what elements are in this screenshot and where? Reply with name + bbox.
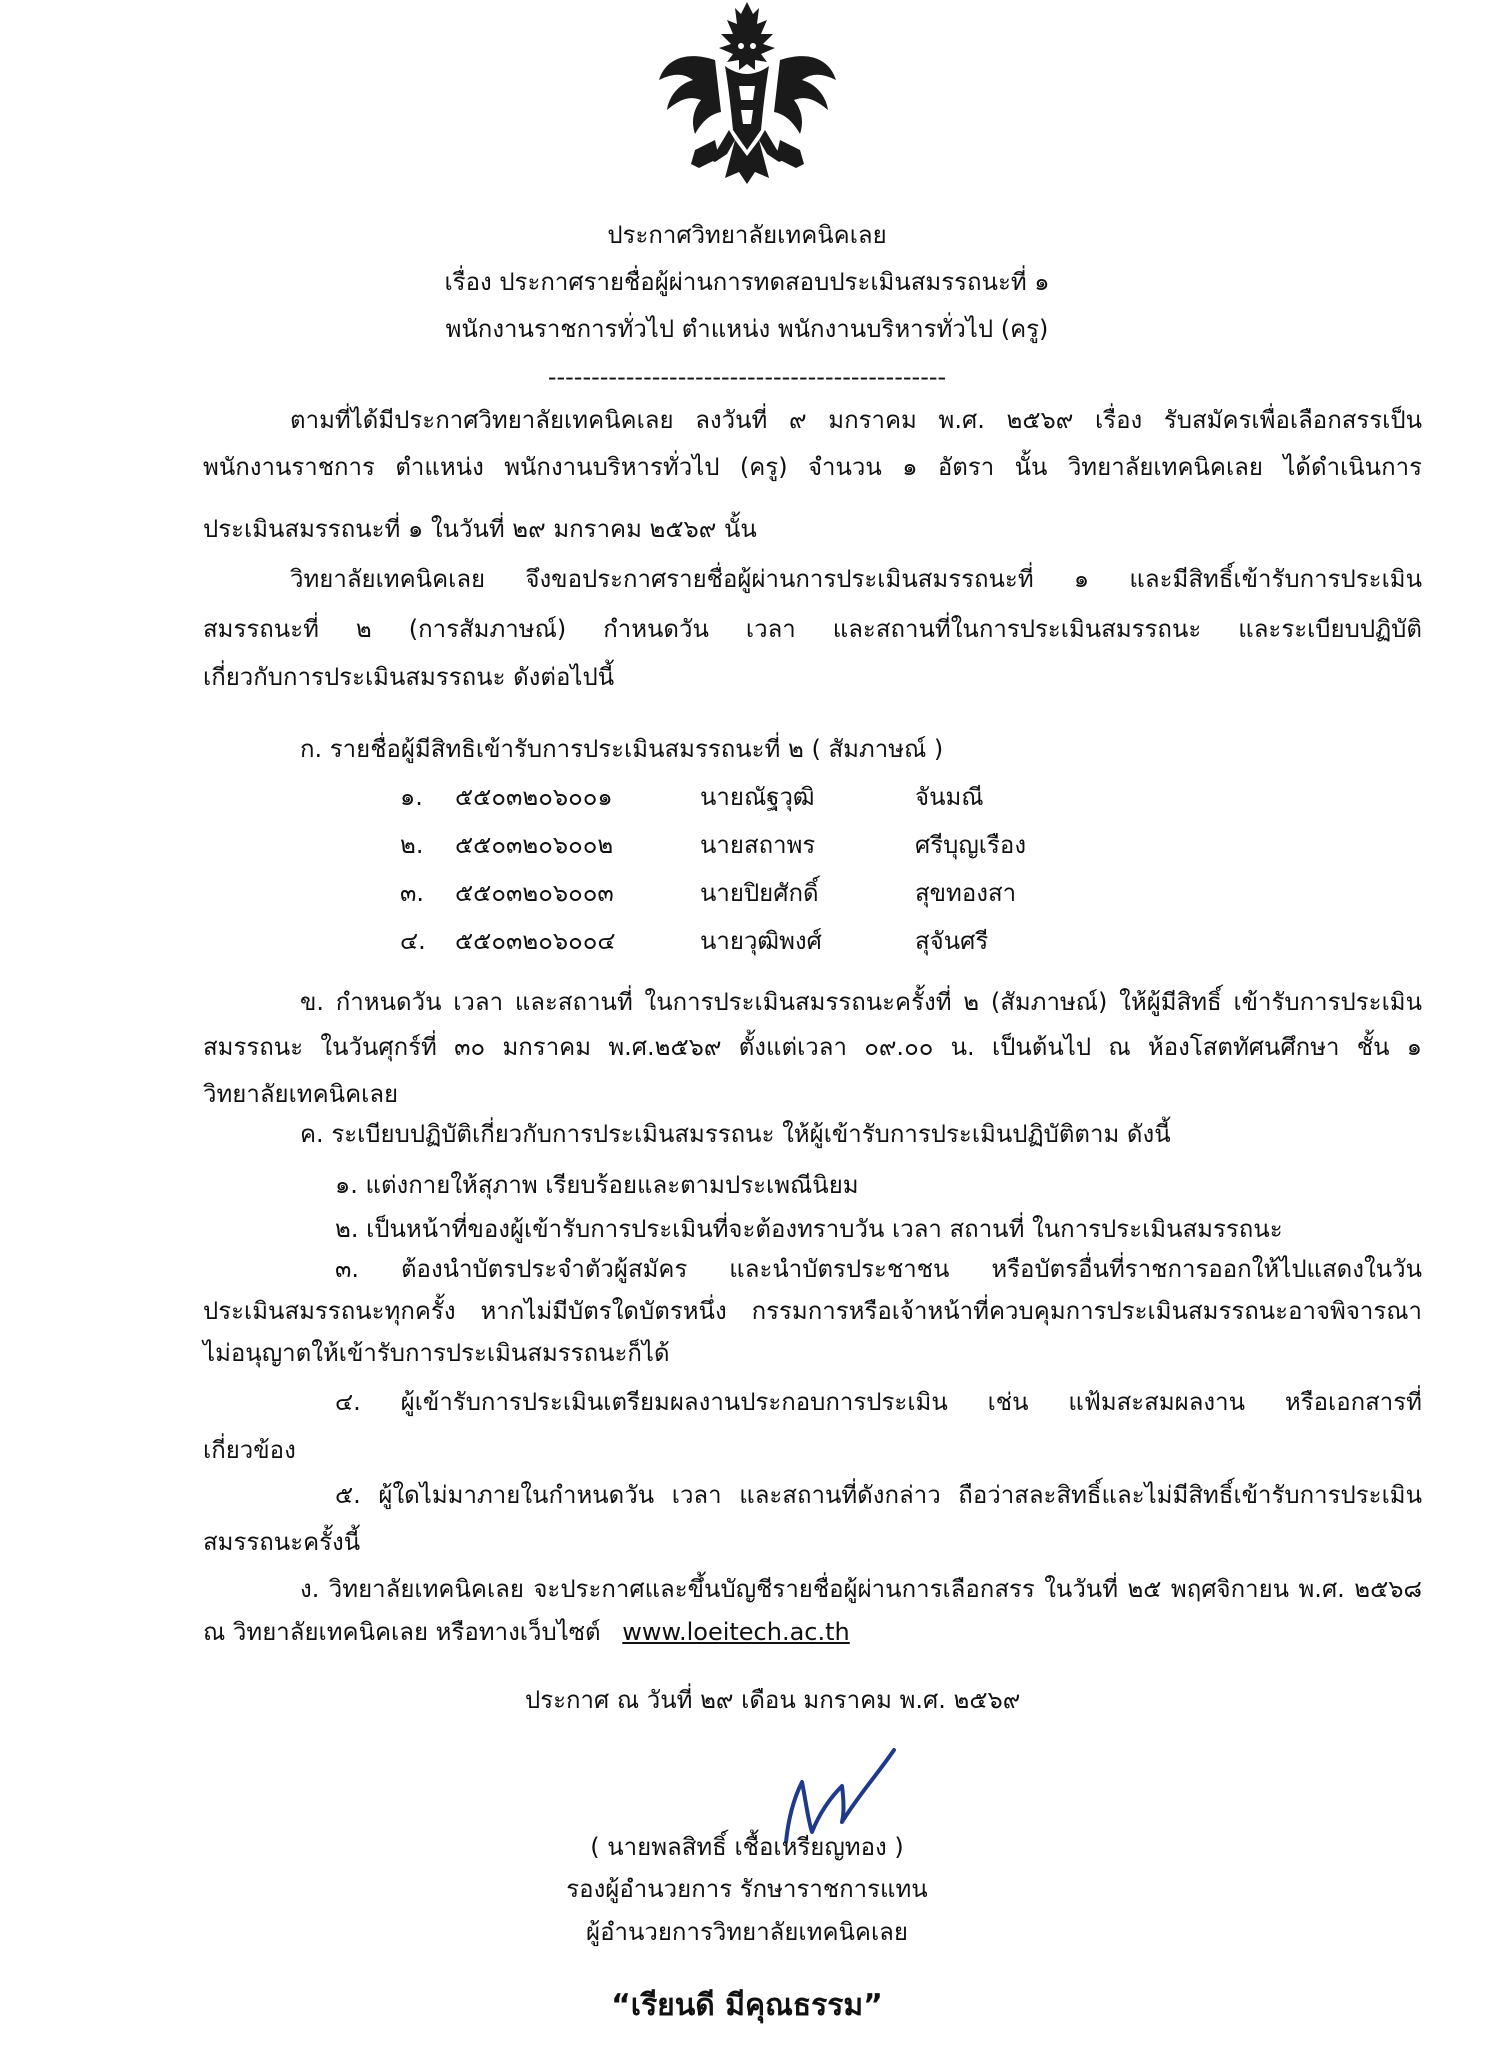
- rule-3-line-2: ประเมินสมรรถนะทุกครั้ง หากไม่มีบัตรใดบัตรหนึ่ง กรรมการหรือเจ้าหน้าที่ควบคุมการประเมินสมรรถนะอาจพิจารณา: [203, 1297, 1422, 1325]
- website-link[interactable]: www.loeitech.ac.th: [622, 1618, 850, 1646]
- candidate-id: ๕๕๐๓๒๐๖๐๐๔: [455, 927, 616, 955]
- header-divider: ----------------------------------------------: [547, 363, 947, 391]
- rule-3-line-1: ๓. ต้องนำบัตรประจำตัวผู้สมัคร และนำบัตรประชาชน หรือบัตรอื่นที่ราชการออกให้ไปแสดงในวัน: [335, 1255, 1422, 1283]
- candidate-last-name: ศรีบุญเรือง: [915, 831, 1027, 859]
- rule-5-line-2: สมรรถนะครั้งนี้: [203, 1528, 361, 1556]
- announce-line-1: วิทยาลัยเทคนิคเลย จึงขอประกาศรายชื่อผู้ผ่านการประเมินสมรรถนะที่ ๑ และมีสิทธิ์เข้ารับการประเมิน: [290, 565, 1422, 593]
- intro-line-3: ประเมินสมรรถนะที่ ๑ ในวันที่ ๒๙ มกราคม ๒๕๖๙ นั้น: [203, 515, 757, 543]
- intro-line-1: ตามที่ได้มีประกาศวิทยาลัยเทคนิคเลย ลงวันที่ ๙ มกราคม พ.ศ. ๒๕๖๙ เรื่อง รับสมัครเพื่อเลือกสรรเป็น: [290, 406, 1422, 434]
- section-b-line-2: สมรรถนะ ในวันศุกร์ที่ ๓๐ มกราคม พ.ศ.๒๕๖๙ ตั้งแต่เวลา ๐๙.๐๐ น. เป็นต้นไป ณ ห้องโสตทัศนศึกษา ชั้น ๑: [203, 1033, 1422, 1061]
- candidate-first-name: นายวุฒิพงศ์: [700, 927, 822, 955]
- header-org: ประกาศวิทยาลัยเทคนิคเลย: [607, 221, 887, 249]
- section-d-line-1: ง. วิทยาลัยเทคนิคเลย จะประกาศและขึ้นบัญชีรายชื่อผู้ผ่านการเลือกสรร ในวันที่ ๒๕ พฤศจิกายน พ.ศ. ๒๕๖๘: [300, 1575, 1422, 1603]
- rule-3-line-3: ไม่อนุญาตให้เข้ารับการประเมินสมรรถนะก็ได้: [203, 1339, 670, 1367]
- rule-4-line-2: เกี่ยวข้อง: [203, 1436, 296, 1464]
- candidate-first-name: นายณัฐวุฒิ: [700, 783, 815, 811]
- candidate-id: ๕๕๐๓๒๐๖๐๐๒: [455, 831, 614, 859]
- section-a-heading: ก. รายชื่อผู้มีสิทธิเข้ารับการประเมินสมรรถนะที่ ๒ ( สัมภาษณ์ ): [300, 735, 944, 763]
- header-subject: เรื่อง ประกาศรายชื่อผู้ผ่านการทดสอบประเมินสมรรถนะที่ ๑: [444, 268, 1050, 296]
- announce-line-2: สมรรถนะที่ ๒ (การสัมภาษณ์) กำหนดวัน เวลา และสถานที่ในการประเมินสมรรถนะ และระเบียบปฏิบัติ: [203, 615, 1422, 643]
- intro-line-2: พนักงานราชการ ตำแหน่ง พนักงานบริหารทั่วไป (ครู) จำนวน ๑ อัตรา นั้น วิทยาลัยเทคนิคเลย ได้ดำเนินการ: [203, 453, 1422, 481]
- rule-4-line-1: ๔. ผู้เข้ารับการประเมินเตรียมผลงานประกอบการประเมิน เช่น แฟ้มสะสมผลงาน หรือเอกสารที่: [335, 1388, 1422, 1416]
- signer-title-2: ผู้อำนวยการวิทยาลัยเทคนิคเลย: [586, 1918, 908, 1946]
- section-b-line-3: วิทยาลัยเทคนิคเลย: [203, 1080, 399, 1108]
- candidate-last-name: จันมณี: [915, 783, 984, 811]
- candidate-no: ๒.: [400, 831, 424, 859]
- college-motto: “เรียนดี มีคุณธรรม”: [611, 1988, 883, 2023]
- signer-title-1: รองผู้อำนวยการ รักษาราชการแทน: [566, 1875, 928, 1903]
- rule-5-line-1: ๕. ผู้ใดไม่มาภายในกำหนดวัน เวลา และสถานที่ดังกล่าว ถือว่าสละสิทธิ์และไม่มีสิทธิ์เข้ารับการประเมิน: [335, 1481, 1422, 1509]
- candidate-id: ๕๕๐๓๒๐๖๐๐๓: [455, 879, 614, 907]
- candidate-first-name: นายสถาพร: [700, 831, 816, 859]
- candidate-first-name: นายปิยศักดิ์: [700, 879, 819, 907]
- header-position: พนักงานราชการทั่วไป ตำแหน่ง พนักงานบริหารทั่วไป (ครู): [445, 315, 1049, 343]
- garuda-emblem-icon: [655, 0, 840, 185]
- candidate-no: ๓.: [400, 879, 425, 907]
- candidate-last-name: สุจันศรี: [915, 927, 989, 955]
- section-d-line-2: [203, 1615, 850, 1649]
- candidate-no: ๑.: [400, 783, 423, 811]
- candidate-last-name: สุขทองสา: [915, 879, 1017, 907]
- announce-line-3: เกี่ยวกับการประเมินสมรรถนะ ดังต่อไปนี้: [203, 663, 615, 691]
- signer-name: ( นายพลสิทธิ์ เชื้อเหรียญทอง ): [590, 1833, 904, 1861]
- candidate-no: ๔.: [400, 927, 426, 955]
- rule-2: ๒. เป็นหน้าที่ของผู้เข้ารับการประเมินที่จะต้องทราบวัน เวลา สถานที่ ในการประเมินสมรรถนะ: [335, 1215, 1283, 1243]
- section-c-heading: ค. ระเบียบปฏิบัติเกี่ยวกับการประเมินสมรรถนะ ให้ผู้เข้ารับการประเมินปฏิบัติตาม ดังนี้: [300, 1120, 1171, 1148]
- announce-date: ประกาศ ณ วันที่ ๒๙ เดือน มกราคม พ.ศ. ๒๕๖๙: [525, 1686, 1021, 1714]
- section-d-prefix: ณ วิทยาลัยเทคนิคเลย หรือทางเว็บไซต์: [203, 1618, 601, 1646]
- section-b-line-1: ข. กำหนดวัน เวลา และสถานที่ ในการประเมินสมรรถนะครั้งที่ ๒ (สัมภาษณ์) ให้ผู้มีสิทธิ์ เข้ารับการประเมิน: [300, 988, 1422, 1016]
- candidate-id: ๕๕๐๓๒๐๖๐๐๑: [455, 783, 613, 811]
- rule-1: ๑. แต่งกายให้สุภาพ เรียบร้อยและตามประเพณีนิยม: [335, 1171, 859, 1199]
